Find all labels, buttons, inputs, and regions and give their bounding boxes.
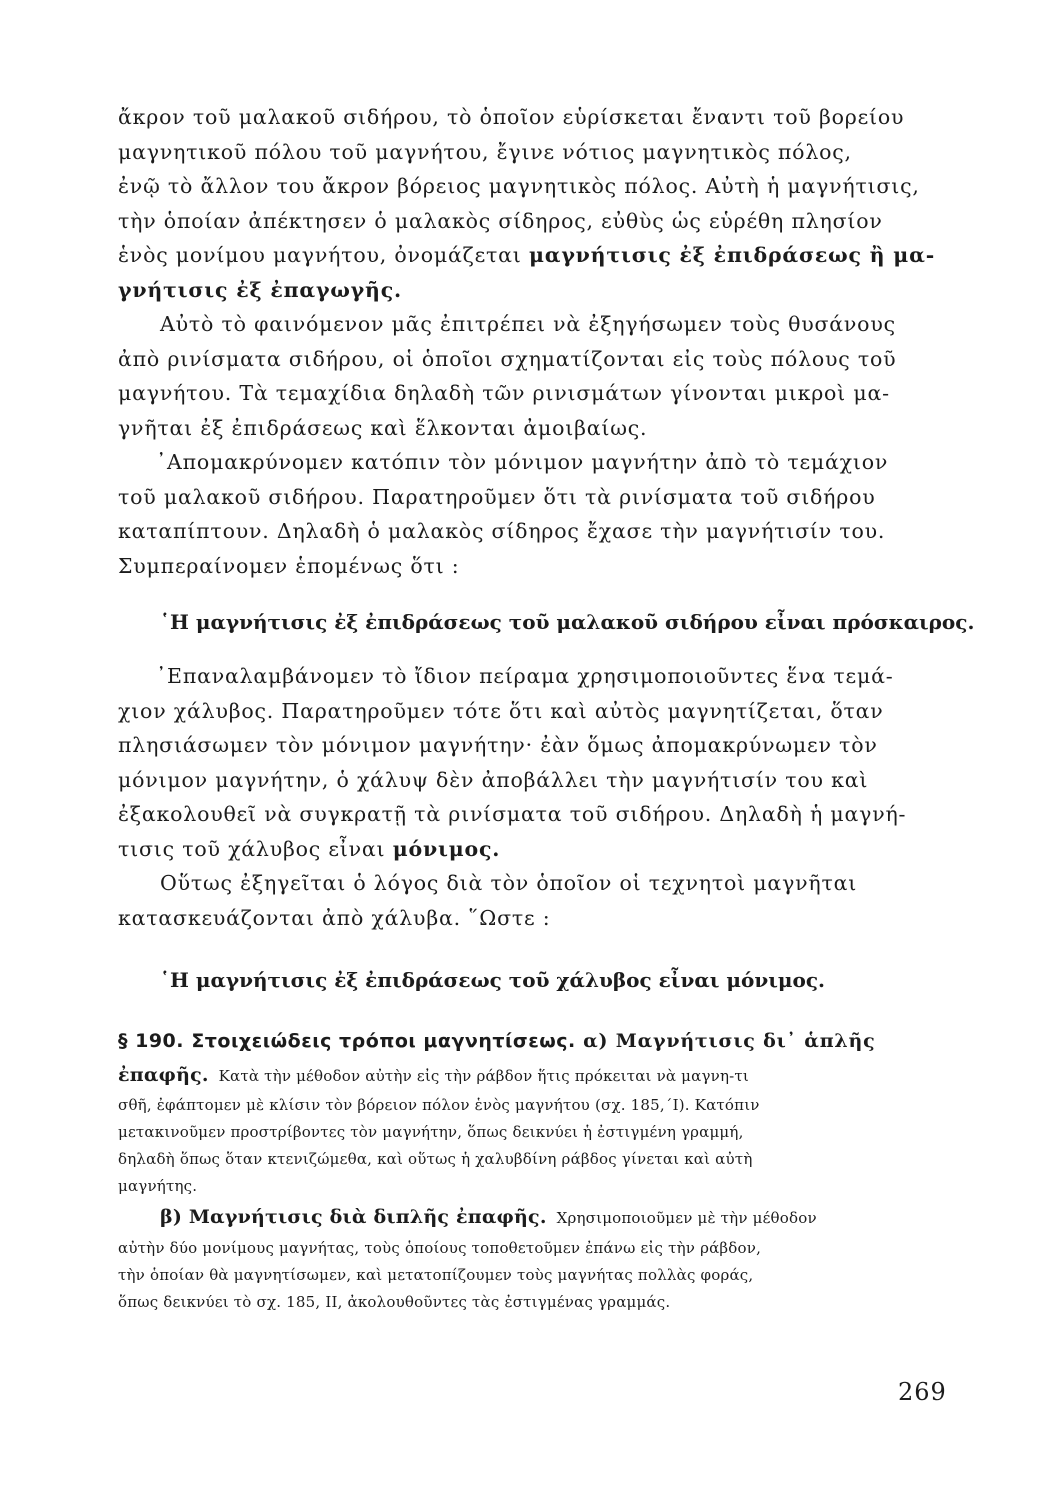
paragraph-4 xyxy=(118,659,952,866)
page-number: 269 xyxy=(898,1378,947,1406)
text-line: Αὐτὸ τὸ φαινόμενον μᾶς ἐπιτρέπει νὰ ἐξηγήσωμεν τοὺς θυσάνους xyxy=(160,312,896,336)
bold-term: μόνιμος. xyxy=(392,836,501,861)
subsection-a-title-cont: ἐπαφῆς. xyxy=(118,1063,209,1086)
text-line xyxy=(118,1058,952,1093)
section-heading xyxy=(118,1023,952,1058)
text-line: ὅπως δεικνύει τὸ σχ. 185, ΙΙ, ἀκολουθοῦντες τὰς ἐστιγμένας γραμμάς. xyxy=(118,1292,671,1311)
section-190 xyxy=(118,1023,952,1316)
bold-term: γνήτισις ἐξ ἐπαγωγῆς. xyxy=(118,277,402,302)
paragraph-1 xyxy=(118,100,952,307)
paragraph-5 xyxy=(118,866,952,935)
text-line: Οὕτως ἐξηγεῖται ὁ λόγος διὰ τὸν ὁποῖον οἱ τεχνητοὶ μαγνῆται xyxy=(160,871,858,895)
bold-term: μαγνήτισις ἐξ ἐπιδράσεως ἢ μα- xyxy=(528,243,935,267)
text-line: ἐξακολουθεῖ νὰ συγκρατῇ τὰ ρινίσματα τοῦ σιδήρου. Δηλαδὴ ἡ μαγνή- xyxy=(118,802,907,826)
text-line xyxy=(118,1200,952,1235)
text-line: τὴν ὁποίαν ἀπέκτησεν ὁ μαλακὸς σίδηρος, εὐθὺς ὡς εὑρέθη πλησίον xyxy=(118,208,883,233)
text-run: τισις τοῦ χάλυβος εἶναι xyxy=(118,836,393,861)
text-line: τοῦ μαλακοῦ σιδήρου. Παρατηροῦμεν ὅτι τὰ ρινίσματα τοῦ σιδήρου xyxy=(118,484,876,509)
text-line: τὴν ὁποίαν θὰ μαγνητίσωμεν, καὶ μετατοπίζουμεν τοὺς μαγνήτας πολλὰς φοράς, xyxy=(118,1265,754,1284)
section-number: § 190. xyxy=(118,1030,184,1052)
text-line: ᾿Απομακρύνομεν κατόπιν τὸν μόνιμον μαγνήτην ἀπὸ τὸ τεμάχιον xyxy=(156,450,889,474)
text-line: μετακινοῦμεν προστρίβοντες τὸν μαγνήτην, ὅπως δεικνύει ἡ ἐστιγμένη γραμμή, xyxy=(118,1123,744,1141)
text-line: αὐτὴν δύο μονίμους μαγνήτας, τοὺς ὁποίους τοποθετοῦμεν ἐπάνω εἰς τὴν ράβδον, xyxy=(118,1238,762,1257)
text-line xyxy=(118,832,952,867)
text-line: σθῆ, ἐφάπτομεν μὲ κλίσιν τὸν βόρειον πόλον ἑνὸς μαγνήτου (σχ. 185,΄Ι). Κατόπιν xyxy=(118,1096,760,1114)
conclusion-temporary: ῾Η μαγνήτισις ἐξ ἐπιδράσεως τοῦ μαλακοῦ σιδήρου εἶναι πρόσκαιρος. xyxy=(160,610,975,634)
text-line: Συμπεραίνομεν ἑπομένως ὅτι : xyxy=(118,553,460,578)
text-line: ἄκρον τοῦ μαλακοῦ σιδήρου, τὸ ὁποῖον εὑρίσκεται ἔναντι τοῦ βορείου xyxy=(118,105,905,129)
text-line: καταπίπτουν. Δηλαδὴ ὁ μαλακὸς σίδηρος ἔχασε τὴν μαγνήτισίν του. xyxy=(118,519,886,543)
text-line: μόνιμον μαγνήτην, ὁ χάλυψ δὲν ἀποβάλλει τὴν μαγνήτισίν του καὶ xyxy=(118,767,869,792)
text-line: πλησιάσωμεν τὸν μόνιμον μαγνήτην· ἐὰν ὅμως ἀπομακρύνωμεν τὸν xyxy=(118,733,878,757)
text-line: κατασκευάζονται ἀπὸ χάλυβα. ῞Ωστε : xyxy=(118,905,551,930)
text-line: ἐνῷ τὸ ἄλλον του ἄκρον βόρειος μαγνητικὸς πόλος. Αὐτὴ ἡ μαγνήτισις, xyxy=(118,174,920,198)
text-line: γνῆται ἐξ ἐπιδράσεως καὶ ἕλκονται ἀμοιβαίως. xyxy=(118,415,648,440)
text-run: Χρησιμοποιοῦμεν μὲ τὴν μέθοδον xyxy=(556,1209,817,1227)
text-line: μαγνητικοῦ πόλου τοῦ μαγνήτου, ἔγινε νότιος μαγνητικὸς πόλος, xyxy=(118,139,852,164)
paragraph-3 xyxy=(118,445,952,583)
book-page xyxy=(118,100,975,1316)
text-line: μαγνήτης. xyxy=(118,1177,198,1195)
subsection-b-title: β) Μαγνήτισις διὰ διπλῆς ἐπαφῆς. xyxy=(160,1206,547,1228)
text-run: Κατὰ τὴν μέθοδον αὐτὴν εἰς τὴν ράβδον ἥτις πρόκειται νὰ μαγνη-τι xyxy=(218,1066,749,1085)
text-line: ᾿Επαναλαμβάνομεν τὸ ἴδιον πείραμα χρησιμοποιοῦντες ἕνα τεμά- xyxy=(156,664,894,688)
text-line: δηλαδὴ ὅπως ὅταν κτενιζώμεθα, καὶ οὕτως ἡ χαλυβδίνη ράβδος γίνεται καὶ αὐτὴ xyxy=(118,1150,753,1168)
conclusion-permanent: ῾Η μαγνήτισις ἐξ ἐπιδράσεως τοῦ χάλυβος εἶναι μόνιμος. xyxy=(160,968,826,992)
section-title: Στοιχειώδεις τρόποι μαγνητίσεως. xyxy=(191,1030,576,1052)
subsection-a-title: α) Μαγνήτισις δι᾿ ἁπλῆς xyxy=(583,1030,876,1052)
text-line: ἀπὸ ρινίσματα σιδήρου, οἱ ὁποῖοι σχηματίζονται εἰς τοὺς πόλους τοῦ xyxy=(118,346,897,371)
paragraph-2 xyxy=(118,307,952,445)
text-line: μαγνήτου. Τὰ τεμαχίδια δηλαδὴ τῶν ρινισμάτων γίνονται μικροὶ μα- xyxy=(118,381,890,405)
text-run: ἑνὸς μονίμου μαγνήτου, ὀνομάζεται xyxy=(118,243,529,267)
text-line: χιον χάλυβος. Παρατηροῦμεν τότε ὅτι καὶ αὐτὸς μαγνητίζεται, ὅταν xyxy=(118,698,884,723)
text-line xyxy=(118,238,952,273)
